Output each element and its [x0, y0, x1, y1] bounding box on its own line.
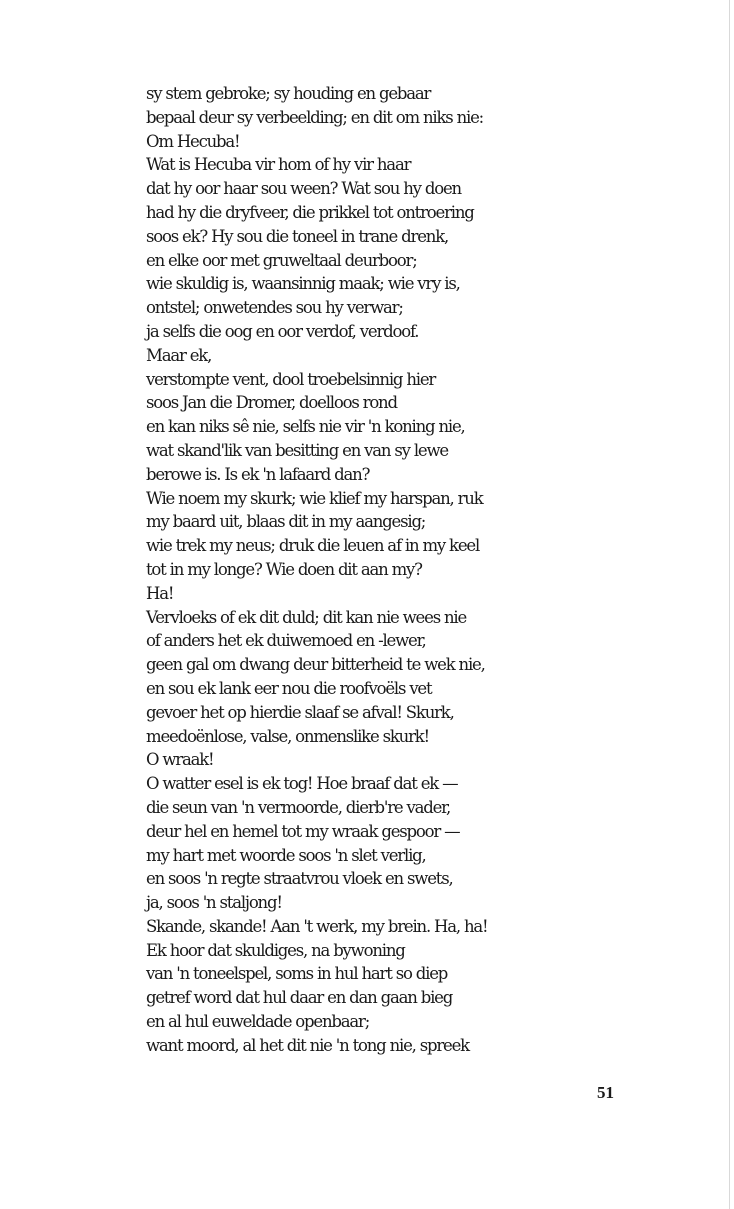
poem-line: soos ek? Hy sou die toneel in trane drenk, — [146, 226, 449, 246]
poem-line: my baard uit, blaas dit in my aangesig; — [146, 512, 426, 532]
poem-line: wat skand'lik van besitting en van sy lewe — [146, 440, 448, 460]
poem-line: gevoer het op hierdie slaaf se afval! Skurk, — [146, 702, 454, 722]
poem-line: verstompte vent, dool troebelsinnig hier — [146, 369, 436, 389]
poem-line: meedoënlose, valse, onmenslike skurk! — [146, 726, 429, 746]
poem-line: tot in my longe? Wie doen dit aan my? — [146, 559, 422, 579]
poem-line: O watter esel is ek tog! Hoe braaf dat ek — — [146, 774, 458, 794]
poem-line: my hart met woorde soos 'n slet verlig, — [146, 845, 426, 865]
poem-line: ja, soos 'n staljong! — [146, 893, 282, 913]
poem-line: en soos 'n regte straatvrou vloek en swets, — [146, 869, 453, 889]
poem-text — [146, 82, 526, 1058]
poem-line: sy stem gebroke; sy houding en gebaar — [146, 84, 431, 103]
poem-line: of anders het ek duiwemoed en -lewer, — [146, 631, 426, 651]
poem-line: had hy die dryfveer, die prikkel tot ontroering — [146, 202, 474, 222]
poem-line: ontstel; onwetendes sou hy verwar; — [146, 298, 403, 318]
poem-line: Ek hoor dat skuldiges, na bywoning — [146, 940, 405, 960]
poem-line: en elke oor met gruweltaal deurboor; — [146, 250, 417, 270]
poem-line: wie skuldig is, waansinnig maak; wie vry is, — [146, 274, 460, 294]
poem-line: bepaal deur sy verbeelding; en dit om niks nie: — [146, 107, 483, 127]
poem-line: Ha! — [146, 583, 174, 603]
poem-line: Wat is Hecuba vir hom of hy vir haar — [146, 155, 411, 175]
poem-line: O wraak! — [146, 750, 214, 770]
poem-line: en sou ek lank eer nou die roofvoëls vet — [146, 678, 432, 698]
poem-line: Wie noem my skurk; wie klief my harspan, ruk — [146, 488, 483, 508]
poem-line: soos Jan die Dromer, doelloos rond — [146, 393, 397, 413]
poem-line: berowe is. Is ek 'n lafaard dan? — [146, 464, 370, 484]
poem-line: die seun van 'n vermoorde, dierb're vader, — [146, 797, 451, 817]
poem-line: ja selfs die oog en oor verdof, verdoof. — [146, 321, 419, 341]
poem-line: geen gal om dwang deur bitterheid te wek nie, — [146, 655, 485, 675]
poem-line: wie trek my neus; druk die leuen af in my keel — [146, 536, 480, 556]
poem-line: deur hel en hemel tot my wraak gespoor — — [146, 821, 460, 841]
poem-line: dat hy oor haar sou ween? Wat sou hy doen — [146, 179, 461, 199]
poem-line: Vervloeks of ek dit duld; dit kan nie wees nie — [146, 607, 467, 627]
poem-line: Om Hecuba! — [146, 131, 240, 151]
poem-line: en al hul euweldade openbaar; — [146, 1012, 370, 1032]
page-number: 51 — [597, 1083, 614, 1102]
poem-line: getref word dat hul daar en dan gaan bieg — [146, 988, 453, 1008]
page-edge — [729, 0, 730, 1209]
poem-line: van 'n toneelspel, soms in hul hart so diep — [146, 964, 448, 984]
poem-line: Skande, skande! Aan 't werk, my brein. Ha, ha! — [146, 916, 488, 936]
poem-line: Maar ek, — [146, 345, 212, 365]
poem-line: want moord, al het dit nie 'n tong nie, spreek — [146, 1035, 469, 1055]
poem-line: en kan niks sê nie, selfs nie vir 'n koning nie, — [146, 417, 465, 437]
